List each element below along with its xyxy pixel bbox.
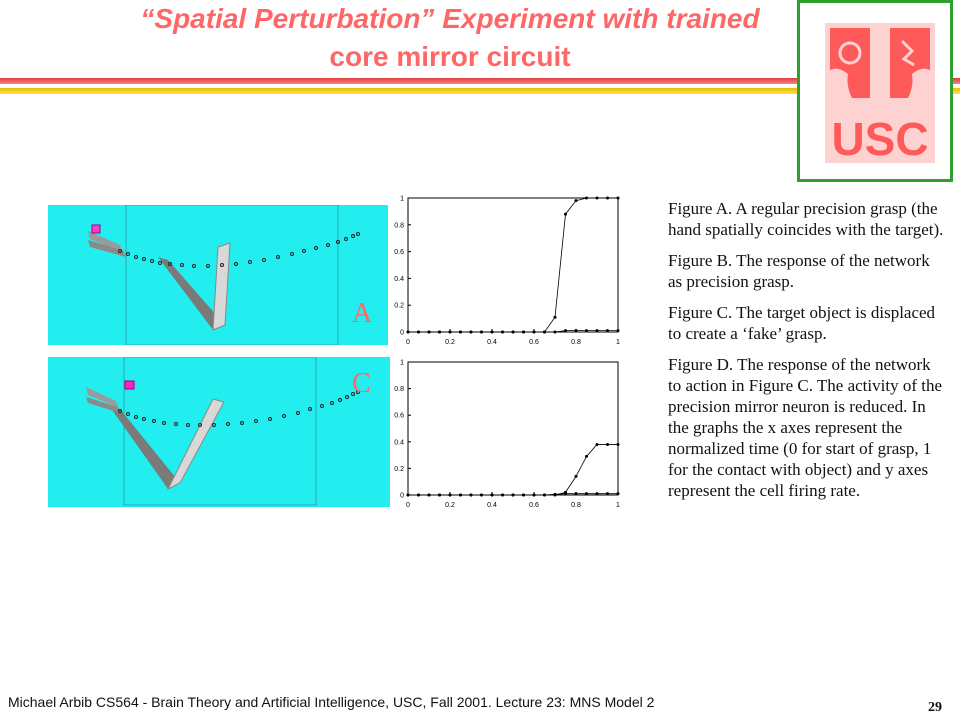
- data-point: [449, 494, 452, 497]
- x-tick-label: 0.4: [487, 339, 497, 346]
- data-point: [533, 331, 536, 334]
- data-point: [596, 443, 599, 446]
- figure-a-label: A: [352, 298, 373, 329]
- y-tick-label: 0.4: [394, 275, 404, 283]
- data-point: [543, 331, 546, 334]
- figure-b-chart: [390, 188, 630, 356]
- data-point: [585, 329, 588, 332]
- data-point: [491, 494, 494, 497]
- data-point: [617, 197, 620, 200]
- x-tick-label: 0.4: [487, 502, 497, 509]
- y-tick-label: 1: [400, 359, 404, 367]
- plot-frame: [408, 362, 618, 495]
- x-tick-label: 0.8: [571, 339, 581, 346]
- data-point: [417, 494, 420, 497]
- data-point: [533, 494, 536, 497]
- x-tick-label: 0.6: [529, 502, 539, 509]
- data-point: [512, 494, 515, 497]
- x-tick-label: 0: [406, 339, 410, 346]
- data-point: [438, 331, 441, 334]
- x-tick-label: 0: [406, 502, 410, 509]
- data-point: [617, 329, 620, 332]
- title-line-1: “Spatial Perturbation” Experiment with trained: [140, 3, 760, 34]
- data-point: [596, 329, 599, 332]
- data-point: [606, 197, 609, 200]
- data-point: [575, 475, 578, 478]
- data-point: [470, 331, 473, 334]
- data-point: [554, 493, 557, 496]
- x-tick-label: 0.2: [445, 339, 455, 346]
- data-point: [512, 331, 515, 334]
- data-point: [501, 494, 504, 497]
- data-point: [480, 494, 483, 497]
- data-point: [554, 331, 557, 334]
- data-point: [575, 492, 578, 495]
- data-point: [606, 443, 609, 446]
- data-point: [522, 331, 525, 334]
- hand-trajectory: [119, 391, 360, 427]
- caption-figure-a: Figure A. A regular precision grasp (the hand spatially coincides with the target).: [668, 199, 944, 239]
- target-object: [92, 225, 100, 233]
- data-point: [522, 494, 525, 497]
- logo-text: USC: [831, 113, 929, 165]
- data-point: [428, 494, 431, 497]
- data-point: [575, 329, 578, 332]
- data-point: [554, 316, 557, 319]
- x-tick-label: 0.2: [445, 502, 455, 509]
- y-tick-label: 0.8: [394, 386, 404, 394]
- plot-frame: [408, 198, 618, 332]
- data-point: [564, 329, 567, 332]
- caption-column: [668, 198, 948, 511]
- y-tick-label: 0.6: [394, 412, 404, 420]
- data-point: [596, 492, 599, 495]
- figure-c-label: C: [352, 368, 371, 399]
- usc-logo: [797, 0, 953, 182]
- target-object: [125, 381, 134, 389]
- data-point: [449, 331, 452, 334]
- data-point: [606, 329, 609, 332]
- data-point: [438, 494, 441, 497]
- data-point: [417, 331, 420, 334]
- data-point: [585, 197, 588, 200]
- x-tick-label: 1: [616, 502, 620, 509]
- data-point: [428, 331, 431, 334]
- slide-number: 29: [928, 700, 942, 715]
- figure-a-graphic: [48, 205, 388, 345]
- data-point: [407, 331, 410, 334]
- arm-lower-segment: [168, 399, 224, 489]
- data-point: [585, 492, 588, 495]
- x-tick-label: 0.6: [529, 339, 539, 346]
- y-tick-label: 0.8: [394, 222, 404, 230]
- data-point: [459, 331, 462, 334]
- figure-d-chart: [390, 352, 630, 524]
- data-point: [407, 494, 410, 497]
- data-point: [501, 331, 504, 334]
- hand-trajectory: [119, 233, 360, 268]
- data-point: [617, 443, 620, 446]
- data-point: [459, 494, 462, 497]
- y-tick-label: 1: [400, 195, 404, 203]
- footer-text: Michael Arbib CS564 - Brain Theory and Artificial Intelligence, USC, Fall 2001. Lecture 23: MNS Model 2: [8, 694, 655, 710]
- caption-figure-d: Figure D. The response of the network to action in Figure C. The activity of the precision mirror neuron is reduced. In the graphs the x axes represent the normalized time (0 for start of grasp, 1 for the contact with object) and y axes represent the cell firing rate.: [668, 355, 942, 500]
- data-point: [564, 213, 567, 216]
- slide-title: [60, 0, 840, 76]
- y-tick-label: 0.4: [394, 439, 404, 447]
- data-point: [543, 494, 546, 497]
- caption-figure-b: Figure B. The response of the network as precision grasp.: [668, 251, 930, 291]
- data-point: [564, 492, 567, 495]
- data-point: [617, 492, 620, 495]
- data-point: [575, 199, 578, 202]
- arm-lower-segment: [213, 243, 230, 330]
- data-point: [491, 331, 494, 334]
- x-tick-label: 0.8: [571, 502, 581, 509]
- data-point: [470, 494, 473, 497]
- caption-figure-c: Figure C. The target object is displaced to create a ‘fake’ grasp.: [668, 303, 936, 343]
- figure-a-panel: [48, 205, 388, 345]
- y-tick-label: 0: [400, 492, 404, 500]
- y-tick-label: 0: [400, 329, 404, 337]
- data-point: [585, 455, 588, 458]
- y-tick-label: 0.2: [394, 465, 404, 473]
- x-tick-label: 1: [616, 339, 620, 346]
- y-tick-label: 0.6: [394, 249, 404, 257]
- title-line-2: core mirror circuit: [329, 41, 571, 72]
- data-point: [596, 197, 599, 200]
- figure-c-panel: [48, 357, 390, 507]
- figure-c-graphic: [48, 357, 390, 507]
- usc-logo-graphic: [800, 3, 950, 179]
- y-tick-label: 0.2: [394, 302, 404, 310]
- data-point: [480, 331, 483, 334]
- data-point: [606, 492, 609, 495]
